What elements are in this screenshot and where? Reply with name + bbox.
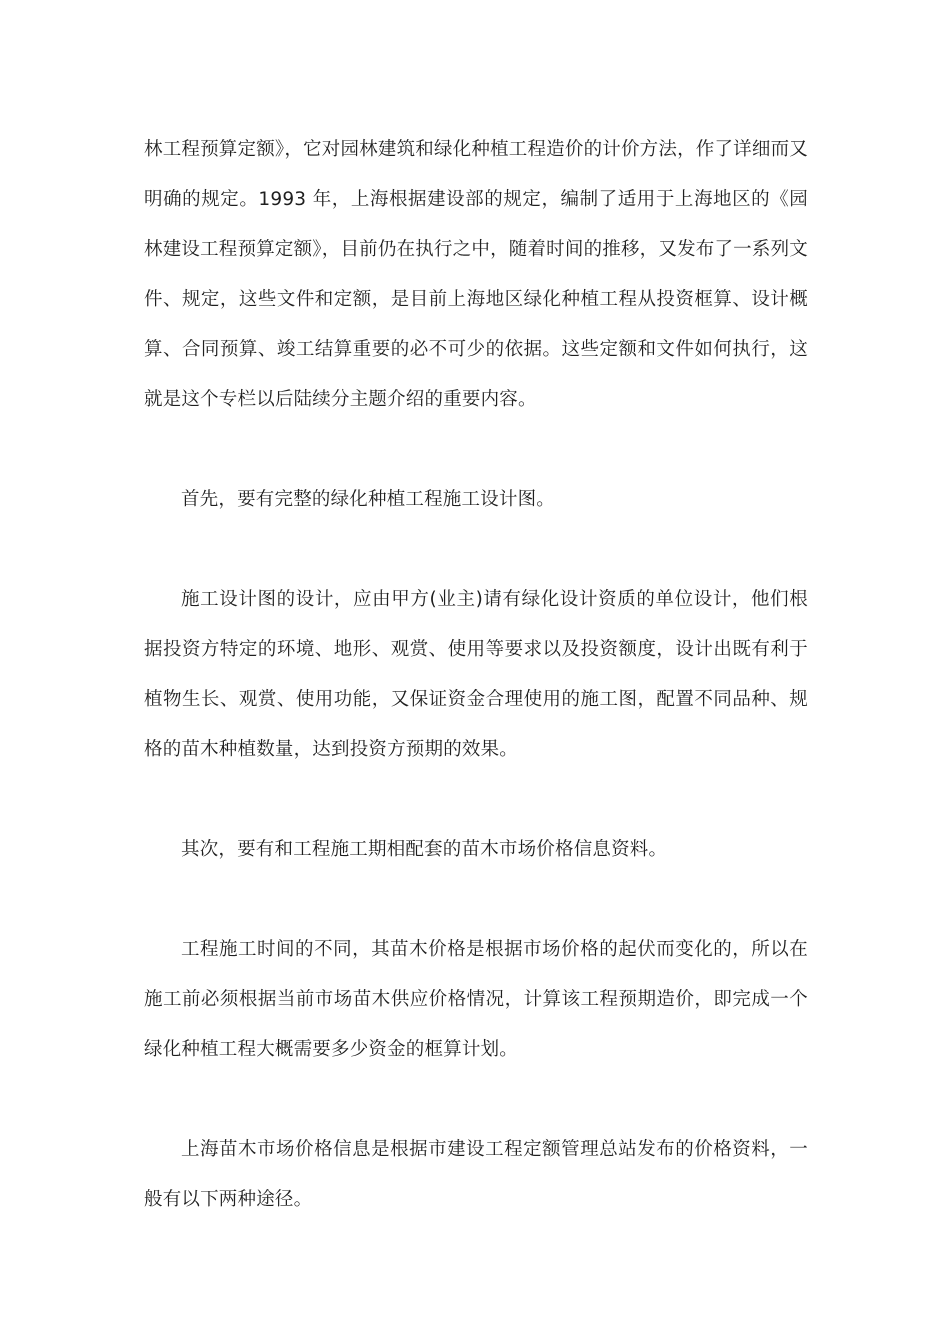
paragraph-spacer — [144, 775, 808, 825]
paragraph-spacer — [144, 875, 808, 925]
document-body — [144, 125, 808, 1225]
paragraph-shanghai: 上海苗木市场价格信息是根据市建设工程定额管理总站发布的价格资料，一般有以下两种途径。 — [144, 1139, 808, 1210]
paragraph-spacer — [144, 425, 808, 475]
paragraph-spacer — [144, 1075, 808, 1125]
paragraph-spacer — [144, 525, 808, 575]
paragraph-timing: 工程施工时间的不同，其苗木价格是根据市场价格的起伏而变化的，所以在施工前必须根据当前市场苗木供应价格情况，计算该工程预期造价，即完成一个绿化种植工程大概需要多少资金的框算计划。 — [144, 939, 808, 1060]
paragraph-intro: 林工程预算定额》，它对园林建筑和绿化种植工程造价的计价方法，作了详细而又明确的规定。1993 年，上海根据建设部的规定，编制了适用于上海地区的《园林建设工程预算定额》，目前仍在执行之中，随着时间的推移，又发布了一系列文件、规定，这些文件和定额，是目前上海地区绿化种植工程从投资框算、设计概算、合同预算、竣工结算重要的必不可少的依据。这些定额和文件如何执行，这就是这个专栏以后陆续分主题介绍的重要内容。 — [144, 139, 808, 410]
paragraph-second-point: 其次，要有和工程施工期相配套的苗木市场价格信息资料。 — [181, 839, 668, 860]
paragraph-design: 施工设计图的设计，应由甲方(业主)请有绿化设计资质的单位设计，他们根据投资方特定的环境、地形、观赏、使用等要求以及投资额度，设计出既有利于植物生长、观赏、使用功能，又保证资金合理使用的施工图，配置不同品种、规格的苗木种植数量，达到投资方预期的效果。 — [144, 589, 808, 760]
paragraph-first-point: 首先，要有完整的绿化种植工程施工设计图。 — [181, 489, 556, 510]
